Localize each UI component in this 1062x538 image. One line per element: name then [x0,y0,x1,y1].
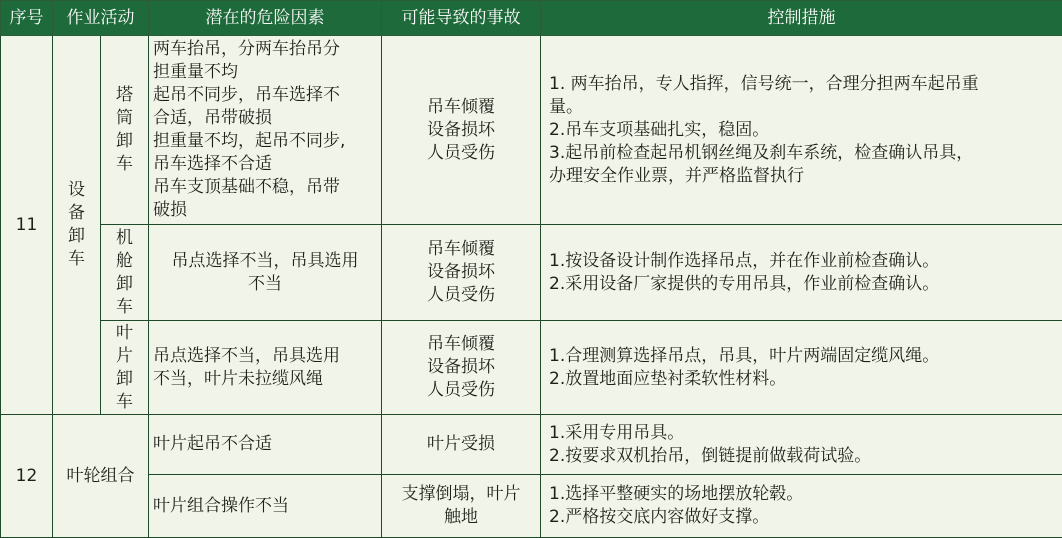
measure-cell: 1.采用专用吊具。 2.按要求双机抬吊，倒链提前做载荷试验。 [541,415,1062,475]
hazard-cell: 两车抬吊，分两车抬吊分 担重量不均 起吊不同步，吊车选择不 合适，吊带破损 担重量不均，起吊不同步, 吊车选择不合适 吊车支顶基础不稳，吊带 破损 [149,36,382,225]
accident-cell: 叶片受损 [382,415,541,475]
table-row [1,36,1062,225]
activity-name: 叶轮组合 [53,415,149,538]
measure-cell: 1.选择平整硬实的场地摆放轮毂。 2.严格按交底内容做好支撑。 [541,475,1062,538]
table-row [1,475,1062,538]
hazard-cell: 吊点选择不当，吊具选用 不当 [149,225,382,321]
measure-cell: 1. 两车抬吊，专人指挥，信号统一，合理分担两车起吊重 量。 2.吊车支项基础扎实，稳固。 3.起吊前检查起吊机钢丝绳及刹车系统，检查确认吊具， 办理安全作业票，并严格监督执行 [541,36,1062,225]
sub-activity-name: 塔 筒 卸 车 [101,36,149,225]
accident-cell: 吊车倾覆 设备损坏 人员受伤 [382,225,541,321]
accident-cell: 吊车倾覆 设备损坏 人员受伤 [382,321,541,415]
header-row [1,1,1062,36]
header-accidents: 可能导致的事故 [382,1,541,36]
activity-name: 设 备 卸 车 [53,36,101,415]
header-no: 序号 [1,1,53,36]
header-measures: 控制措施 [541,1,1062,36]
hazard-cell: 叶片起吊不合适 [149,415,382,475]
accident-cell: 吊车倾覆 设备损坏 人员受伤 [382,36,541,225]
hazard-cell: 叶片组合操作不当 [149,475,382,538]
row-number: 11 [1,36,53,415]
table-row [1,225,1062,321]
header-activity: 作业活动 [53,1,149,36]
accident-cell: 支撑倒塌，叶片 触地 [382,475,541,538]
row-number: 12 [1,415,53,538]
sub-activity-name: 叶 片 卸 车 [101,321,149,415]
measure-cell: 1.按设备设计制作选择吊点，并在作业前检查确认。 2.采用设备厂家提供的专用吊具，作业前检查确认。 [541,225,1062,321]
sub-activity-name: 机 舱 卸 车 [101,225,149,321]
measure-cell: 1.合理测算选择吊点，吊具，叶片两端固定缆风绳。 2.放置地面应垫衬柔软性材料。 [541,321,1062,415]
hazard-cell: 吊点选择不当，吊具选用 不当，叶片未拉缆风绳 [149,321,382,415]
table-row [1,321,1062,415]
table-row [1,415,1062,475]
header-hazards: 潜在的危险因素 [149,1,382,36]
